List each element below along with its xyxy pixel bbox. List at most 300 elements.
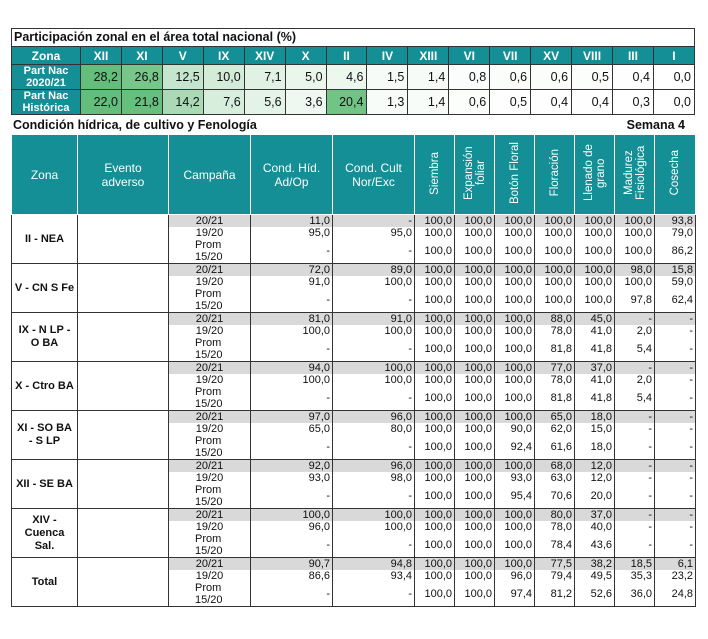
value-cell: 100,0 bbox=[415, 558, 455, 571]
conditions-header-text: Evento adverso bbox=[101, 160, 145, 189]
value-cell: 70,6 bbox=[535, 484, 575, 509]
zone-header-cell: V bbox=[162, 47, 203, 65]
value-cell: 89,0 bbox=[333, 264, 415, 277]
value-cell: - bbox=[333, 337, 415, 362]
value-cell: 78,0 bbox=[535, 325, 575, 337]
value-cell: 100,0 bbox=[415, 582, 455, 607]
value-cell: - bbox=[655, 472, 696, 484]
participation-value: 0,4 bbox=[531, 90, 572, 115]
value-cell: 100,0 bbox=[415, 337, 455, 362]
value-cell: - bbox=[615, 472, 655, 484]
value-cell: 100,0 bbox=[455, 582, 495, 607]
value-cell: 96,0 bbox=[495, 570, 535, 582]
value-cell: - bbox=[615, 484, 655, 509]
conditions-header bbox=[11, 115, 695, 135]
value-cell: - bbox=[615, 313, 655, 326]
zone-header-cell: I bbox=[653, 47, 694, 65]
value-cell: 93,4 bbox=[333, 570, 415, 582]
conditions-header-text: Madurez Fisiológica bbox=[622, 145, 647, 201]
value-cell: 52,6 bbox=[575, 582, 615, 607]
conditions-header-text: Floración bbox=[548, 149, 561, 197]
value-cell: 96,0 bbox=[333, 460, 415, 473]
value-cell: 100,0 bbox=[615, 239, 655, 264]
value-cell: 37,0 bbox=[575, 509, 615, 522]
zone-label: X - Ctro BA bbox=[12, 362, 78, 411]
value-cell: 100,0 bbox=[455, 227, 495, 239]
value-cell: 100,0 bbox=[495, 460, 535, 473]
value-cell: 97,8 bbox=[615, 288, 655, 313]
value-cell: 100,0 bbox=[455, 313, 495, 326]
campaign-cell: Prom 15/20 bbox=[169, 533, 251, 558]
campaign-cell: 20/21 bbox=[169, 509, 251, 522]
campaign-cell: 19/20 bbox=[169, 570, 251, 582]
value-cell: 100,0 bbox=[415, 325, 455, 337]
zone-label: II - NEA bbox=[12, 215, 78, 264]
value-cell: 100,0 bbox=[495, 362, 535, 375]
campaign-cell: 19/20 bbox=[169, 276, 251, 288]
participation-value: 1,4 bbox=[408, 65, 449, 90]
value-cell: 80,0 bbox=[535, 509, 575, 522]
value-cell: 81,8 bbox=[535, 337, 575, 362]
zone-header-cell: IX bbox=[203, 47, 244, 65]
table-row bbox=[12, 313, 696, 326]
adverse-event-cell bbox=[78, 460, 169, 509]
value-cell: 96,0 bbox=[333, 411, 415, 424]
value-cell: - bbox=[655, 362, 696, 375]
value-cell: 100,0 bbox=[615, 227, 655, 239]
value-cell: 95,4 bbox=[495, 484, 535, 509]
value-cell: 100,0 bbox=[495, 337, 535, 362]
value-cell: 15,8 bbox=[655, 264, 696, 277]
value-cell: 38,2 bbox=[575, 558, 615, 571]
value-cell: - bbox=[251, 239, 333, 264]
campaign-cell: 19/20 bbox=[169, 423, 251, 435]
zone-label: Total bbox=[12, 558, 78, 607]
value-cell: - bbox=[655, 460, 696, 473]
campaign-cell: 20/21 bbox=[169, 215, 251, 228]
value-cell: 41,0 bbox=[575, 374, 615, 386]
value-cell: 100,0 bbox=[455, 460, 495, 473]
value-cell: 80,0 bbox=[333, 423, 415, 435]
value-cell: 100,0 bbox=[455, 472, 495, 484]
value-cell: 100,0 bbox=[495, 411, 535, 424]
value-cell: 41,0 bbox=[575, 325, 615, 337]
value-cell: 49,5 bbox=[575, 570, 615, 582]
value-cell: 100,0 bbox=[495, 374, 535, 386]
conditions-header-cell bbox=[12, 135, 78, 215]
value-cell: - bbox=[251, 582, 333, 607]
conditions-header-cell bbox=[251, 135, 333, 215]
campaign-cell: Prom 15/20 bbox=[169, 337, 251, 362]
campaign-cell: Prom 15/20 bbox=[169, 435, 251, 460]
value-cell: 41,8 bbox=[575, 386, 615, 411]
campaign-cell: 20/21 bbox=[169, 362, 251, 375]
value-cell: 61,6 bbox=[535, 435, 575, 460]
table-row bbox=[12, 215, 696, 228]
adverse-event-cell bbox=[78, 215, 169, 264]
conditions-header-cell bbox=[575, 135, 615, 215]
value-cell: 100,0 bbox=[575, 264, 615, 277]
value-cell: 100,0 bbox=[415, 362, 455, 375]
zone-header-cell: X bbox=[285, 47, 326, 65]
value-cell: 100,0 bbox=[495, 386, 535, 411]
value-cell: - bbox=[655, 484, 696, 509]
value-cell: 98,0 bbox=[333, 472, 415, 484]
conditions-header-text: Expansión foliar bbox=[462, 146, 487, 200]
value-cell: 23,2 bbox=[655, 570, 696, 582]
adverse-event-cell bbox=[78, 313, 169, 362]
value-cell: - bbox=[655, 411, 696, 424]
value-cell: 100,0 bbox=[455, 411, 495, 424]
campaign-cell: 20/21 bbox=[169, 558, 251, 571]
value-cell: 100,0 bbox=[415, 313, 455, 326]
value-cell: 100,0 bbox=[495, 325, 535, 337]
value-cell: 100,0 bbox=[495, 509, 535, 522]
value-cell: - bbox=[615, 509, 655, 522]
zone-label: XI - SO BA - S LP bbox=[12, 411, 78, 460]
row-label-line2: Histórica bbox=[22, 102, 70, 114]
value-cell: - bbox=[333, 533, 415, 558]
value-cell: 100,0 bbox=[415, 215, 455, 228]
value-cell: 97,4 bbox=[495, 582, 535, 607]
value-cell: 92,4 bbox=[495, 435, 535, 460]
participation-value: 5,0 bbox=[285, 65, 326, 90]
participation-value: 0,5 bbox=[490, 90, 531, 115]
conditions-header-text: Cond. Híd. Ad/Op bbox=[262, 160, 321, 189]
campaign-cell: Prom 15/20 bbox=[169, 484, 251, 509]
value-cell: 100,0 bbox=[415, 386, 455, 411]
zone-label: XIV - Cuenca Sal. bbox=[12, 509, 78, 558]
value-cell: 100,0 bbox=[455, 570, 495, 582]
value-cell: 100,0 bbox=[535, 276, 575, 288]
value-cell: 100,0 bbox=[415, 227, 455, 239]
value-cell: 100,0 bbox=[333, 276, 415, 288]
participation-value: 1,3 bbox=[367, 90, 408, 115]
row-label-line1: Part Nac bbox=[23, 90, 69, 102]
value-cell: 81,8 bbox=[535, 386, 575, 411]
value-cell: 100,0 bbox=[251, 509, 333, 522]
value-cell: - bbox=[251, 337, 333, 362]
value-cell: 93,0 bbox=[251, 472, 333, 484]
value-cell: 18,0 bbox=[575, 411, 615, 424]
value-cell: 100,0 bbox=[535, 239, 575, 264]
report-container bbox=[11, 28, 695, 607]
conditions-header-cell bbox=[615, 135, 655, 215]
value-cell: - bbox=[655, 521, 696, 533]
value-cell: 97,0 bbox=[251, 411, 333, 424]
value-cell: 100,0 bbox=[575, 288, 615, 313]
conditions-header-text: Campaña bbox=[183, 167, 236, 182]
participation-row-label bbox=[12, 90, 81, 115]
value-cell: 59,0 bbox=[655, 276, 696, 288]
conditions-header-cell bbox=[169, 135, 251, 215]
campaign-cell: Prom 15/20 bbox=[169, 239, 251, 264]
table-row bbox=[12, 411, 696, 424]
value-cell: 100,0 bbox=[615, 276, 655, 288]
value-cell: 100,0 bbox=[575, 276, 615, 288]
adverse-event-cell bbox=[78, 509, 169, 558]
value-cell: 100,0 bbox=[455, 521, 495, 533]
value-cell: 95,0 bbox=[251, 227, 333, 239]
value-cell: 100,0 bbox=[455, 264, 495, 277]
zone-header-row bbox=[12, 47, 695, 65]
value-cell: 100,0 bbox=[535, 215, 575, 228]
value-cell: 100,0 bbox=[495, 215, 535, 228]
value-cell: - bbox=[615, 460, 655, 473]
conditions-header-cell bbox=[495, 135, 535, 215]
value-cell: 100,0 bbox=[495, 558, 535, 571]
value-cell: - bbox=[615, 423, 655, 435]
value-cell: - bbox=[655, 386, 696, 411]
value-cell: - bbox=[333, 288, 415, 313]
zone-header-cell: VI bbox=[449, 47, 490, 65]
value-cell: - bbox=[615, 362, 655, 375]
value-cell: 100,0 bbox=[333, 374, 415, 386]
participation-value: 0,5 bbox=[572, 65, 613, 90]
campaign-cell: 19/20 bbox=[169, 227, 251, 239]
value-cell: 100,0 bbox=[455, 509, 495, 522]
value-cell: - bbox=[615, 435, 655, 460]
table-row bbox=[12, 558, 696, 571]
value-cell: 90,7 bbox=[251, 558, 333, 571]
value-cell: 100,0 bbox=[495, 227, 535, 239]
value-cell: 20,0 bbox=[575, 484, 615, 509]
value-cell: 94,0 bbox=[251, 362, 333, 375]
table-row bbox=[12, 264, 696, 277]
value-cell: 100,0 bbox=[495, 264, 535, 277]
value-cell: 5,4 bbox=[615, 386, 655, 411]
week-label: Semana 4 bbox=[626, 118, 685, 132]
value-cell: 100,0 bbox=[495, 533, 535, 558]
value-cell: 78,0 bbox=[535, 374, 575, 386]
value-cell: 96,0 bbox=[251, 521, 333, 533]
value-cell: 100,0 bbox=[415, 288, 455, 313]
adverse-event-cell bbox=[78, 558, 169, 607]
value-cell: 100,0 bbox=[495, 521, 535, 533]
value-cell: 6,1 bbox=[655, 558, 696, 571]
value-cell: 91,0 bbox=[333, 313, 415, 326]
participation-value: 0,0 bbox=[653, 90, 694, 115]
value-cell: 40,0 bbox=[575, 521, 615, 533]
value-cell: 93,8 bbox=[655, 215, 696, 228]
value-cell: 100,0 bbox=[455, 362, 495, 375]
participation-value: 0,0 bbox=[653, 65, 694, 90]
value-cell: 100,0 bbox=[455, 337, 495, 362]
conditions-header-text: Siembra bbox=[428, 151, 441, 195]
value-cell: 100,0 bbox=[415, 460, 455, 473]
value-cell: 62,4 bbox=[655, 288, 696, 313]
zone-header-cell: XIII bbox=[408, 47, 449, 65]
zone-label: IX - N LP - O BA bbox=[12, 313, 78, 362]
value-cell: 62,0 bbox=[535, 423, 575, 435]
conditions-table bbox=[11, 135, 696, 607]
value-cell: - bbox=[655, 325, 696, 337]
value-cell: 100,0 bbox=[415, 276, 455, 288]
value-cell: 5,4 bbox=[615, 337, 655, 362]
value-cell: - bbox=[251, 484, 333, 509]
adverse-event-cell bbox=[78, 264, 169, 313]
value-cell: 100,0 bbox=[495, 239, 535, 264]
participation-title: Participación zonal en el área total nacional (%) bbox=[11, 28, 695, 46]
value-cell: 100,0 bbox=[455, 435, 495, 460]
value-cell: 77,0 bbox=[535, 362, 575, 375]
participation-value: 0,6 bbox=[531, 65, 572, 90]
participation-value: 0,6 bbox=[449, 90, 490, 115]
zone-header-cell: VIII bbox=[572, 47, 613, 65]
conditions-title: Condición hídrica, de cultivo y Fenología bbox=[13, 118, 257, 132]
participation-value: 0,8 bbox=[449, 65, 490, 90]
conditions-header-text: Cosecha bbox=[669, 150, 681, 196]
zone-label: V - CN S Fe bbox=[12, 264, 78, 313]
campaign-cell: 19/20 bbox=[169, 374, 251, 386]
value-cell: 100,0 bbox=[495, 288, 535, 313]
value-cell: 100,0 bbox=[495, 276, 535, 288]
value-cell: 100,0 bbox=[455, 386, 495, 411]
zone-header-cell: XV bbox=[531, 47, 572, 65]
value-cell: 86,2 bbox=[655, 239, 696, 264]
participation-value: 4,6 bbox=[326, 65, 367, 90]
value-cell: 100,0 bbox=[535, 288, 575, 313]
value-cell: 100,0 bbox=[615, 215, 655, 228]
value-cell: 86,6 bbox=[251, 570, 333, 582]
participation-value: 14,2 bbox=[162, 90, 203, 115]
value-cell: 43,6 bbox=[575, 533, 615, 558]
adverse-event-cell bbox=[78, 362, 169, 411]
table-row bbox=[12, 460, 696, 473]
conditions-header-text: Cond. Cult Nor/Exc bbox=[345, 160, 402, 189]
participation-row bbox=[12, 65, 695, 90]
campaign-cell: 20/21 bbox=[169, 313, 251, 326]
value-cell: - bbox=[333, 582, 415, 607]
value-cell: 18,0 bbox=[575, 435, 615, 460]
row-label-line2: 2020/21 bbox=[26, 77, 66, 89]
zone-header-cell: II bbox=[326, 47, 367, 65]
participation-value: 3,6 bbox=[285, 90, 326, 115]
value-cell: - bbox=[655, 374, 696, 386]
value-cell: - bbox=[333, 215, 415, 228]
value-cell: 100,0 bbox=[415, 472, 455, 484]
zone-header-cell: XI bbox=[121, 47, 162, 65]
value-cell: 15,0 bbox=[575, 423, 615, 435]
value-cell: 94,8 bbox=[333, 558, 415, 571]
value-cell: 78,4 bbox=[535, 533, 575, 558]
value-cell: 100,0 bbox=[455, 276, 495, 288]
conditions-header-cell bbox=[333, 135, 415, 215]
participation-value: 21,8 bbox=[121, 90, 162, 115]
value-cell: 95,0 bbox=[333, 227, 415, 239]
value-cell: 100,0 bbox=[415, 239, 455, 264]
conditions-header-row bbox=[12, 135, 696, 215]
participation-value: 1,5 bbox=[367, 65, 408, 90]
conditions-header-cell bbox=[455, 135, 495, 215]
value-cell: 35,3 bbox=[615, 570, 655, 582]
value-cell: 79,0 bbox=[655, 227, 696, 239]
participation-value: 10,0 bbox=[203, 65, 244, 90]
value-cell: 100,0 bbox=[455, 374, 495, 386]
participation-value: 12,5 bbox=[162, 65, 203, 90]
zone-label: XII - SE BA bbox=[12, 460, 78, 509]
participation-value: 5,6 bbox=[244, 90, 285, 115]
zone-header-cell: XII bbox=[81, 47, 122, 65]
zone-header-label: Zona bbox=[12, 47, 81, 65]
zone-header-cell: VII bbox=[490, 47, 531, 65]
value-cell: 100,0 bbox=[415, 264, 455, 277]
value-cell: 100,0 bbox=[455, 325, 495, 337]
value-cell: 100,0 bbox=[575, 215, 615, 228]
value-cell: 98,0 bbox=[615, 264, 655, 277]
value-cell: 100,0 bbox=[535, 264, 575, 277]
value-cell: 100,0 bbox=[455, 239, 495, 264]
value-cell: 18,5 bbox=[615, 558, 655, 571]
value-cell: 100,0 bbox=[455, 533, 495, 558]
value-cell: 11,0 bbox=[251, 215, 333, 228]
value-cell: 81,2 bbox=[535, 582, 575, 607]
participation-value: 7,6 bbox=[203, 90, 244, 115]
conditions-header-cell bbox=[535, 135, 575, 215]
value-cell: - bbox=[655, 423, 696, 435]
value-cell: 100,0 bbox=[415, 521, 455, 533]
value-cell: 77,5 bbox=[535, 558, 575, 571]
value-cell: 100,0 bbox=[455, 288, 495, 313]
value-cell: - bbox=[655, 435, 696, 460]
campaign-cell: Prom 15/20 bbox=[169, 582, 251, 607]
value-cell: 79,4 bbox=[535, 570, 575, 582]
participation-row-label bbox=[12, 65, 81, 90]
value-cell: 65,0 bbox=[535, 411, 575, 424]
campaign-cell: Prom 15/20 bbox=[169, 386, 251, 411]
value-cell: 88,0 bbox=[535, 313, 575, 326]
value-cell: 100,0 bbox=[455, 558, 495, 571]
zone-header-cell: XIV bbox=[244, 47, 285, 65]
table-row bbox=[12, 509, 696, 522]
value-cell: 72,0 bbox=[251, 264, 333, 277]
value-cell: - bbox=[615, 411, 655, 424]
value-cell: 81,0 bbox=[251, 313, 333, 326]
conditions-header-cell bbox=[415, 135, 455, 215]
value-cell: 41,8 bbox=[575, 337, 615, 362]
value-cell: 100,0 bbox=[415, 484, 455, 509]
value-cell: - bbox=[333, 239, 415, 264]
campaign-cell: 19/20 bbox=[169, 325, 251, 337]
value-cell: - bbox=[251, 533, 333, 558]
value-cell: 90,0 bbox=[495, 423, 535, 435]
value-cell: - bbox=[655, 533, 696, 558]
value-cell: - bbox=[615, 521, 655, 533]
participation-value: 26,8 bbox=[121, 65, 162, 90]
row-label-line1: Part Nac bbox=[23, 65, 69, 77]
conditions-header-text: Zona bbox=[30, 167, 59, 182]
participation-row bbox=[12, 90, 695, 115]
value-cell: 100,0 bbox=[455, 423, 495, 435]
value-cell: 100,0 bbox=[333, 509, 415, 522]
campaign-cell: 20/21 bbox=[169, 460, 251, 473]
value-cell: 100,0 bbox=[333, 521, 415, 533]
conditions-header-cell bbox=[655, 135, 696, 215]
value-cell: 100,0 bbox=[575, 239, 615, 264]
value-cell: 100,0 bbox=[415, 509, 455, 522]
value-cell: 2,0 bbox=[615, 325, 655, 337]
value-cell: 92,0 bbox=[251, 460, 333, 473]
value-cell: 100,0 bbox=[415, 411, 455, 424]
adverse-event-cell bbox=[78, 411, 169, 460]
zone-header-cell: IV bbox=[367, 47, 408, 65]
participation-value: 20,4 bbox=[326, 90, 367, 115]
value-cell: 12,0 bbox=[575, 472, 615, 484]
value-cell: 100,0 bbox=[415, 423, 455, 435]
table-row bbox=[12, 362, 696, 375]
campaign-cell: 20/21 bbox=[169, 264, 251, 277]
value-cell: 63,0 bbox=[535, 472, 575, 484]
